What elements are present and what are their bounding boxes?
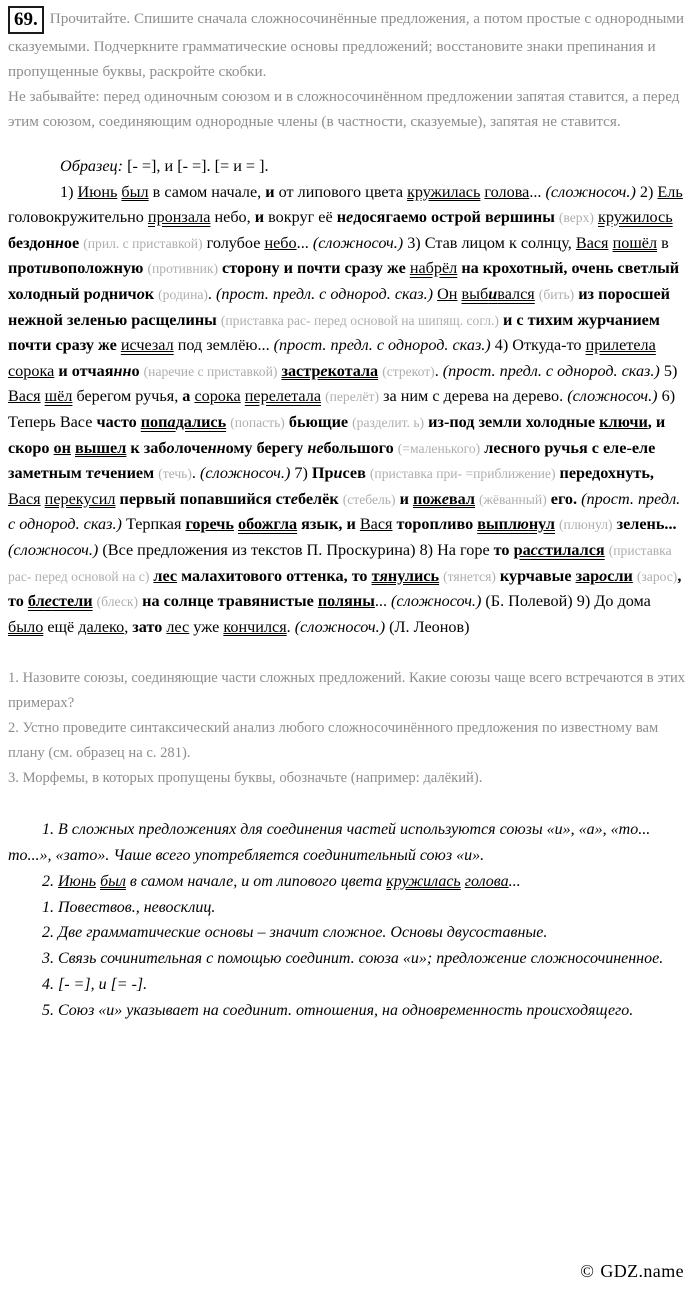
predicate-vyshel: вышел (75, 438, 127, 457)
question-2: 2. Устно проведите синтаксический анализ любого сложносочинённого предложения по известному вам плану (см. образец на с. 281). (8, 720, 659, 762)
word-vershiny: вершины (484, 208, 555, 227)
conjunction-to-1: то (493, 540, 510, 559)
word-ego: его. (550, 489, 578, 508)
sentence-7-type-2: (сложносоч.) (8, 540, 99, 559)
predicate-kruzhilas: кружилась (407, 182, 481, 201)
answer-2-num: 2. (42, 872, 54, 890)
word-prisev: Присев (311, 464, 366, 483)
subject-vasya-2: Вася (8, 387, 41, 406)
annotation-pristavka-ras-s: (приставка рас- перед основой на с) (8, 542, 672, 584)
sentence-4: 4) Откуда-то прилетела сорока и отчаянно (наречие с приставкой) застрекотала (стрекот). (прост. предл. с однород. сказ.) (8, 336, 660, 380)
annotation-stebel: (стебель) (342, 491, 396, 507)
subject-les-2: лес (166, 617, 190, 636)
word-nedosyagaemo: недосягаемо (336, 208, 427, 227)
annotation-rodnik: (родина) (158, 286, 208, 302)
sentence-8: 8) На горе то расстилался (приставка рас- перед основой на с) лес малахитового оттенка, то тянулись (тянется) курчавые заросли (зарос), то блестели (блеск) на солнце травянистые поляны... (сложносоч.) (8, 540, 682, 611)
word-k-zabolochennomu: к заболоченному берегу небольшого (130, 438, 394, 457)
subject-iyun: Июнь (77, 182, 118, 201)
annotation-verh: (верх) (558, 210, 594, 226)
conjunction-i-4: и (399, 489, 409, 508)
answer-predicate-kruzhilas: кружилась (386, 872, 461, 890)
word-yazyk: язык, (301, 515, 343, 534)
predicate-blesteli: блестели (27, 592, 93, 611)
copyright-icon: © (580, 1261, 595, 1281)
conjunction-i-2: и (254, 208, 265, 227)
predicate-vyplyunul: выплюнул (477, 515, 555, 534)
word-malahitovogo: малахитового оттенка, (181, 566, 348, 585)
predicate-rasstilalsya: расстилался (513, 540, 605, 559)
sentence-9-num: 9) (576, 592, 591, 611)
annotation-zaros: (зарос) (636, 568, 678, 584)
sentence-8-type: (сложносоч.) (391, 592, 482, 611)
exercise-body (0, 154, 700, 640)
word-chasto: часто (96, 412, 137, 431)
answer-item-1 (8, 817, 686, 869)
word-protivopolozhnuyu: противоположную (8, 259, 144, 278)
question-3: 3. Морфемы, в которых пропущены буквы, обозначьте (например: далёкий). (8, 770, 483, 787)
subject-gorech: горечь (185, 515, 234, 534)
predicate-pronzala: пронзала (147, 208, 211, 227)
predicate-vybivalsya: выбивался (461, 284, 535, 303)
conjunction-to-2: то (351, 566, 368, 585)
word-daleko: далеко (78, 617, 125, 636)
sentence-1-num: 1) (60, 182, 74, 201)
annotation-razdelit: (разделит. ь) (352, 414, 425, 430)
sentence-2-type: (сложносоч.) (312, 233, 404, 252)
subject-on: Он (437, 284, 458, 303)
annotation-protivnik: (противник) (147, 261, 218, 277)
word-iz-pod-zemli: из-под земли холодные (428, 412, 596, 431)
sentence-6-num: 6) (661, 387, 676, 406)
questions-block (0, 666, 700, 791)
conjunction-i-3: и (655, 412, 666, 431)
answer-1-text: 1. В сложных предложениях для соединения частей используются союзы «и», «а», «то... то...», «зато». Чаше всего употребляется соединительный союз «и». (8, 821, 651, 865)
predicate-tyanulis: тянулись (371, 566, 440, 585)
exercise-intro (0, 0, 700, 134)
annotation-malenkogo: (=маленького) (397, 440, 481, 456)
predicate-bylo: было (8, 617, 44, 636)
predicate-pereletala: перелетала (244, 387, 322, 406)
conjunction-a: а (182, 387, 191, 406)
annotation-blesk: (блеск) (96, 594, 139, 610)
intro-paragraph-1 (8, 6, 686, 84)
sentence-2-num: 2) (639, 182, 654, 201)
predicate-nabryol: набрёл (409, 259, 458, 278)
sentences-flow (8, 180, 686, 641)
sentence-1-type: (сложносоч.) (545, 182, 636, 201)
subject-golova: голова (484, 182, 530, 201)
answer-subject-golova: голова (464, 872, 509, 890)
predicate-popadalis: попадались (140, 412, 227, 431)
sentence-8-num: 8) (419, 540, 434, 559)
sentence-9-type: (сложносоч.) (294, 617, 386, 636)
answer-sub-1: 1. Повествов., невосклиц. (42, 898, 216, 916)
sentence-4-type: (прост. предл. с однород. сказ.) (442, 361, 660, 380)
answer-predicate-byl: был (100, 872, 126, 890)
subject-soroka-2: сорока (194, 387, 241, 406)
annotation-zhyovannyy: (жёванный) (479, 491, 547, 507)
answer-sub-2: 2. Две грамматические основы – значит сложное. Основы двусоставные. (42, 924, 548, 942)
sentence-1: 1) Июнь был в самом начале, и от липового цвета кружилась голова... (сложносоч.) (60, 182, 636, 201)
source-leonov: (Л. Леонов) (389, 617, 470, 636)
answer-sub-4: 4. [- =], и [= -]. (42, 976, 148, 994)
intro-paragraph-2: Не забывайте: перед одиночным союзом и в сложносочинённом предложении запятая ставится, а перед этим союзом, соединяющим однородные члены (в частности, сказуемые), запятая не ставится. (8, 88, 680, 130)
subject-klyuchi: ключи (599, 412, 648, 431)
sample-scheme: [- =], и [- =]. [= и = ]. (127, 157, 269, 175)
word-storonu: сторону и почти сразу же (222, 259, 406, 278)
conjunction-zato: зато (132, 617, 163, 636)
annotation-strekot: (стрекот) (382, 363, 435, 379)
subject-el: Ель (657, 182, 683, 201)
answers-block (0, 817, 700, 1023)
sample-line (8, 154, 686, 180)
footer-copyright (580, 1261, 684, 1282)
conjunction-i-5: и (346, 515, 356, 534)
annotation-tyanetsya: (тянется) (443, 568, 496, 584)
word-zelen: зелень... (616, 515, 677, 534)
subject-les: лес (153, 566, 178, 585)
sentence-6-type: (сложносоч.) (200, 464, 291, 483)
answer-item-2-head: 2. Июнь был в самом начале, и от липового цвета кружилась голова... (42, 872, 521, 890)
subject-polyany: поляны (317, 592, 375, 611)
predicate-priletela: прилетела (585, 336, 656, 355)
sentence-6: 6) Теперь Васе часто попадались (попасть) бьющие (разделит. ь) из-под земли холодные ключи, и скоро он вышел к заболоченному берегу небольшого (=маленького) лесного ручья с еле-еле заметным течением (течь). (сложносоч.) (8, 387, 676, 483)
sentence-7-num: 7) (294, 464, 308, 483)
subject-nebo: небо (264, 233, 297, 252)
predicate-obozhgla: обожгла (238, 515, 298, 534)
conjunction-i: и (265, 182, 275, 201)
predicate-pozheval: пожевал (412, 489, 475, 508)
sentence-5-type: (сложносоч.) (567, 387, 658, 406)
annotation-perelyot: (перелёт) (325, 389, 380, 405)
annotation-narechie: (наречие с приставкой) (143, 363, 278, 379)
sentence-7-type: (прост. предл. с однород. сказ.) (8, 489, 681, 534)
word-toroplivo: торопливо (396, 515, 474, 534)
word-i-otchayanno: и отчаянно (58, 361, 140, 380)
answer-sub-3: 3. Связь сочинительная с помощью соединит. союза «и»; предложение сложносочиненное. (42, 950, 664, 968)
word-pervyy: первый попавшийся стебелёк (119, 489, 339, 508)
annotation-popast: (попасть) (230, 414, 285, 430)
sentence-3-num: 3) (407, 233, 421, 252)
predicate-kruzhilos: кружилось (597, 208, 673, 227)
source-polevoy: (Б. Полевой) (485, 592, 573, 611)
subject-zarosli: заросли (575, 566, 633, 585)
word-iz-porosshey: из поросшей нежной зеленью расщелины (8, 284, 670, 329)
sample-label: Образец: (60, 157, 124, 175)
subject-on-2: он (53, 438, 71, 457)
word-na: на крохотный, очень светлый холодный родничок (8, 259, 680, 303)
predicate-shyol: шёл (44, 387, 73, 406)
word-bezdonnoe: бездонное (8, 233, 80, 252)
word-skoro: скоро (8, 438, 50, 457)
word-peredohnut: передохнуть, (559, 464, 654, 483)
annotation-tech: (течь) (158, 466, 192, 482)
annotation-bit: (бить) (538, 286, 575, 302)
answer-sub-5: 5. Союз «и» указывает на соединит. отношения, на одновременность происходящего. (42, 1001, 634, 1019)
annotation-pristavka-ras: (приставка рас- перед основой на шипящ. согл.) (220, 312, 499, 328)
predicate-poshyol: пошёл (612, 233, 658, 252)
subject-soroka: сорока (8, 361, 55, 380)
sentence-3-type: (прост. предл. с однород. сказ.) (216, 284, 434, 303)
subject-vasya: Вася (575, 233, 609, 252)
word-lesnogo: лесного ручья с еле-еле заметным течением (8, 438, 656, 483)
predicate-zastrekotala: застрекотала (281, 361, 379, 380)
sentence-3-type-2: (прост. предл. с однород. сказ.) (273, 336, 491, 355)
annotation-pril-s-pristavkoy: (прил. с приставкой) (83, 235, 203, 251)
word-na-solnce: на солнце травянистые (142, 592, 314, 611)
sentence-2: 2) Ель головокружительно пронзала небо, и вокруг её недосягаемо острой вершины (верх) кружилось бездонное (прил. с приставкой) голубое небо... (сложносоч.) (8, 182, 683, 252)
source-proskurin: (Все предложения из текстов П. Проскурина) (102, 540, 416, 559)
sentence-9: 9) До дома было ещё далеко, зато лес уже кончился. (сложносоч.) (8, 592, 651, 636)
conjunction-to-3: то (8, 592, 24, 611)
intro-text-1: Прочитайте. Спишите сначала сложносочинённые предложения, а потом простые с однородными сказуемыми. Подчеркните грамматические основы предложений; восстановите знаки препинания и пропущенные буквы, раскройте скобки. (8, 10, 685, 80)
word-i-s-tihim: и с тихим журчанием почти сразу же (8, 310, 660, 355)
answer-subject-iyun: Июнь (58, 872, 97, 890)
exercise-number-badge: 69. (8, 6, 44, 34)
word-byushchie: бьющие (288, 412, 349, 431)
annotation-plyunul: (плюнул) (559, 517, 613, 533)
question-1: 1. Назовите союзы, соединяющие части сложных предложений. Какие союзы чаще всего встречаются в этих примерах? (8, 670, 686, 712)
predicate-konchilsya: кончился (223, 617, 287, 636)
subject-vasya-4: Вася (359, 515, 393, 534)
sentence-3: 3) Став лицом к солнцу, Вася пошёл в противоположную (противник) сторону и почти сразу же набрёл на крохотный, очень светлый холодный родничок (родина). (прост. предл. с однород. сказ.) Он выбивался (бить) из поросшей нежной зеленью расщелины (приставка рас- перед основой на шипящ. согл.) и с тихим журчанием почти сразу же исчезал под землёю... (прост. предл. с однород. сказ.) (8, 233, 680, 355)
predicate-byl: был (121, 182, 149, 201)
sentence-7: 7) Присев (приставка при- =приближение) передохнуть, Вася перекусил первый попавшийся стебелёк (стебель) и пожевал (жёванный) его. (прост. предл. с однород. сказ.) Терпкая горечь обожгла язык, и Вася торопливо выплюнул (плюнул) зелень... (сложносоч.) (8, 464, 681, 559)
subject-vasya-3: Вася (8, 489, 41, 508)
annotation-pristavka-pri: (приставка при- =приближение) (369, 466, 556, 482)
sentence-5: 5) Вася шёл берегом ручья, а сорока перелетала (перелёт) за ним с дерева на дерево. (сложносоч.) (8, 361, 678, 406)
sentence-5-num: 5) (663, 361, 678, 380)
word-kurchavye: курчавые (499, 566, 572, 585)
word-ostroy: острой (431, 208, 481, 227)
footer-site-name: GDZ.name (600, 1261, 684, 1281)
sentence-4-num: 4) (494, 336, 509, 355)
predicate-perekusil: перекусил (44, 489, 116, 508)
predicate-ischezal: исчезал (120, 336, 174, 355)
